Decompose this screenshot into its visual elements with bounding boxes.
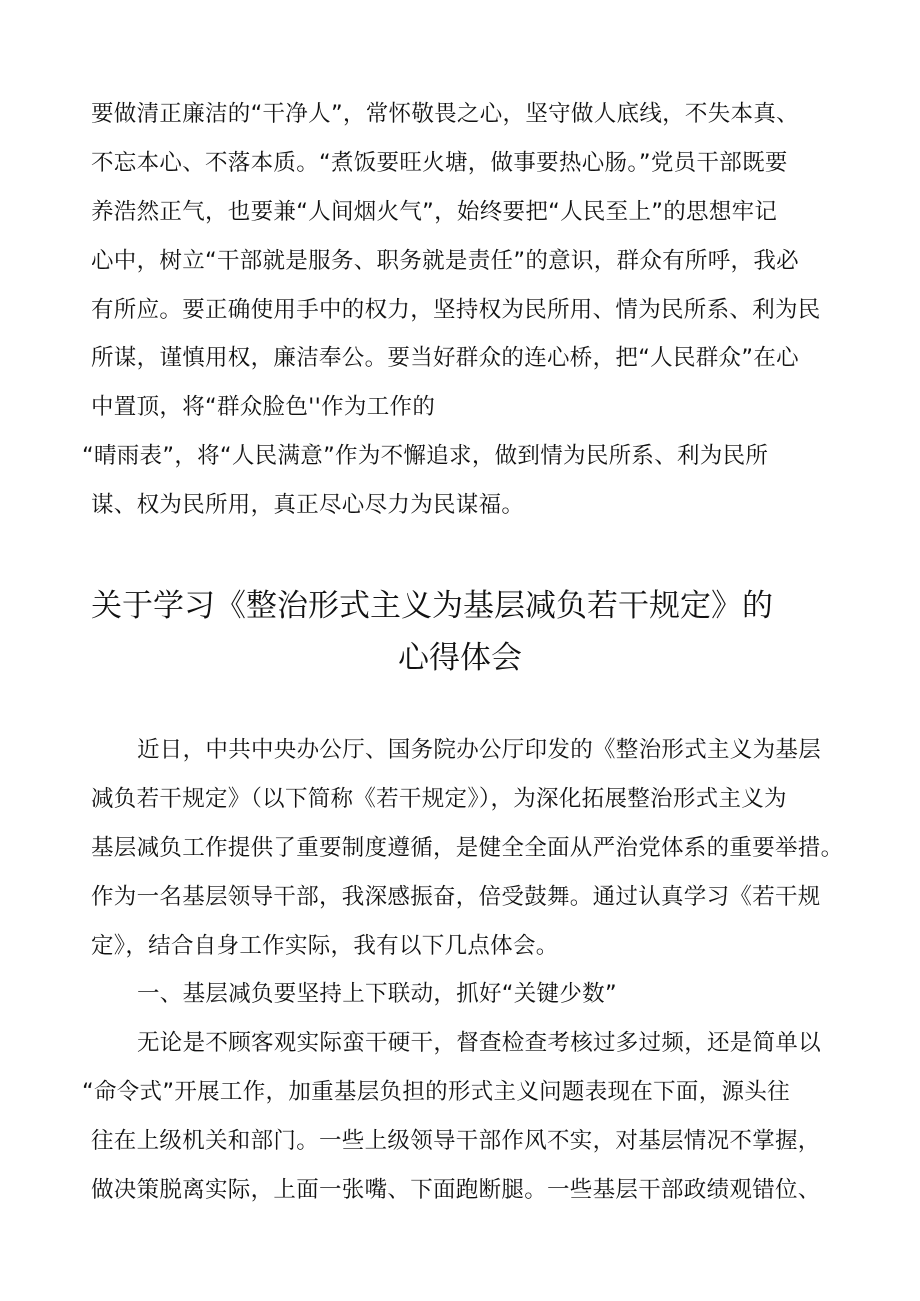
text-line: 往在上级机关和部门。一些上级领导干部作风不实，对基层情况不掌握， <box>91 1128 821 1155</box>
text-line: 所谋，谨慎用权，廉洁奉公。要当好群众的连心桥，把“人民群众”在心 <box>91 345 799 372</box>
article-title <box>0 580 920 684</box>
body-paragraphs <box>82 726 851 1215</box>
text-line: 有所应。要正确使用手中的权力，坚持权为民所用、情为民所系、利为民 <box>91 296 821 323</box>
text-line: 要做清正廉洁的“干净人”，常怀敬畏之心，坚守做人底线，不失本真、 <box>91 101 799 127</box>
text-line: 作为一名基层领导干部，我深感振奋，倍受鼓舞。通过认真学习《若干规 <box>91 883 821 910</box>
text-line: 谋、权为民所用，真正尽心尽力为民谋福。 <box>91 492 525 519</box>
text-line: 中置顶，将“群众脸色''作为工作的 <box>91 394 436 421</box>
intro-paragraph <box>82 90 851 530</box>
title-line-2: 心得体会 <box>398 640 522 676</box>
text-line: 做决策脱离实际，上面一张嘴、下面跑断腿。一些基层干部政绩观错位、 <box>91 1177 821 1204</box>
text-line: “命令式”开展工作，加重基层负担的形式主义问题表现在下面，源头往 <box>82 1079 790 1106</box>
text-line: “晴雨表”，将“人民满意”作为不懈追求，做到情为民所系、利为民所 <box>82 443 769 470</box>
text-line: 定》，结合自身工作实际，我有以下几点体会。 <box>91 932 559 959</box>
text-line: 心中，树立“干部就是服务、职务就是责任”的意识，群众有所呼，我必 <box>91 247 799 274</box>
text-line: 无论是不顾客观实际蛮干硬干，督查检查考核过多过频，还是简单以 <box>137 1030 822 1057</box>
text-line: 基层减负工作提供了重要制度遵循，是健全全面从严治党体系的重要举措。 <box>91 834 844 861</box>
text-line: 近日，中共中央办公厅、国务院办公厅印发的《整治形式主义为基层 <box>137 737 822 763</box>
text-line: 养浩然正气，也要兼“人间烟火气”，始终要把“人民至上”的思想牢记 <box>91 198 778 225</box>
text-line: 不忘本心、不落本质。“煮饭要旺火塘，做事要热心肠。”党员干部既要 <box>91 149 788 176</box>
section-heading: 一、基层减负要坚持上下联动，抓好“关键少数” <box>137 981 617 1008</box>
title-line-1: 关于学习《整治形式主义为基层减负若干规定》的 <box>91 588 773 624</box>
text-line: 减负若干规定》（以下简称《若干规定》），为深化拓展整治形式主义为 <box>91 785 787 812</box>
